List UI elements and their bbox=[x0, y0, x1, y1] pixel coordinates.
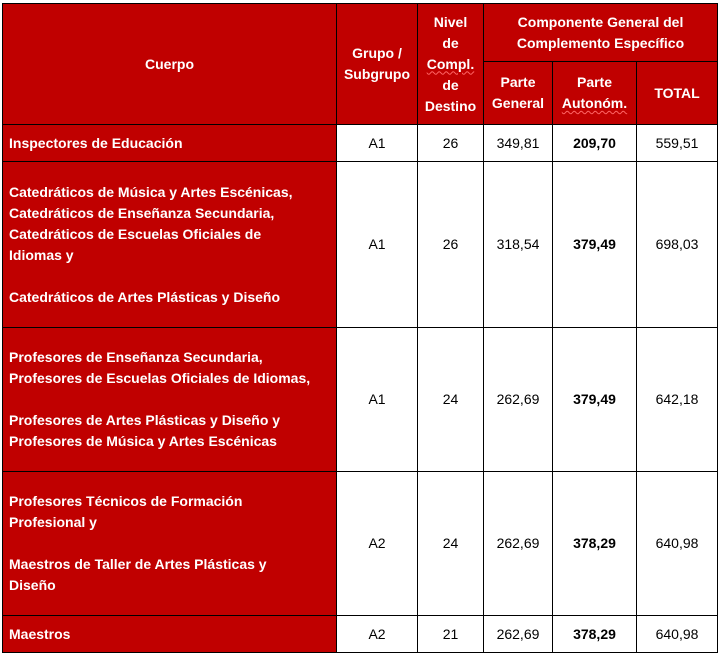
cuerpo-line: Maestros bbox=[9, 625, 71, 642]
cuerpo-line: Profesores Técnicos de Formación bbox=[9, 493, 243, 509]
header-parte-autonom bbox=[553, 62, 637, 125]
cuerpo-line: Catedráticos de Escuelas Oficiales de bbox=[9, 225, 262, 242]
cell-parte-autonom: 378,29 bbox=[553, 472, 637, 616]
header-grupo bbox=[337, 4, 418, 125]
cuerpo-line: Profesores de Música y Artes Escénicas bbox=[9, 433, 277, 449]
cuerpo-line: Maestros de Taller de Artes Plásticas y bbox=[9, 556, 267, 572]
cell-parte-general: 262,69 bbox=[484, 472, 553, 616]
cell-total: 642,18 bbox=[637, 328, 718, 472]
cell-cuerpo bbox=[3, 616, 337, 653]
header-nivel-line: Nivel bbox=[433, 13, 468, 30]
header-componente bbox=[484, 4, 718, 62]
cell-nivel: 26 bbox=[418, 125, 484, 162]
cell-total: 698,03 bbox=[637, 162, 718, 328]
cuerpo-line: Profesores de Artes Plásticas y Diseño y bbox=[9, 412, 281, 428]
cuerpo-line: Inspectores de Educación bbox=[9, 134, 183, 151]
header-nivel-line: de bbox=[442, 76, 459, 93]
cell-cuerpo bbox=[3, 162, 337, 328]
cell-parte-general: 349,81 bbox=[484, 125, 553, 162]
cell-nivel: 24 bbox=[418, 472, 484, 616]
cuerpo-spacer bbox=[9, 533, 330, 554]
cuerpo-line: Catedráticos de Artes Plásticas y Diseño bbox=[9, 288, 281, 305]
cell-cuerpo bbox=[3, 328, 337, 472]
cuerpo-line: Diseño bbox=[9, 577, 56, 593]
header-cuerpo bbox=[3, 4, 337, 125]
header-grupo-line: Grupo / bbox=[352, 45, 402, 61]
cell-parte-autonom: 379,49 bbox=[553, 328, 637, 472]
header-total-label: TOTAL bbox=[654, 84, 700, 101]
cuerpo-line: Idiomas y bbox=[9, 246, 74, 263]
cell-grupo: A2 bbox=[337, 472, 418, 616]
cell-parte-autonom: 209,70 bbox=[553, 125, 637, 162]
cuerpo-line: Profesores de Escuelas Oficiales de Idiomas, bbox=[9, 370, 311, 386]
header-parte-autonom-word: Autonóm. bbox=[561, 95, 628, 111]
cuerpo-line: Catedráticos de Enseñanza Secundaria, bbox=[9, 204, 275, 221]
cell-total: 640,98 bbox=[637, 472, 718, 616]
cell-total: 640,98 bbox=[637, 616, 718, 653]
cell-grupo: A2 bbox=[337, 616, 418, 653]
header-grupo-line: Subgrupo bbox=[343, 66, 411, 82]
table-row bbox=[3, 125, 718, 162]
cell-parte-general: 262,69 bbox=[484, 616, 553, 653]
header-parte-general-line: General bbox=[491, 95, 545, 111]
header-nivel-line: de bbox=[442, 34, 459, 51]
cell-grupo: A1 bbox=[337, 162, 418, 328]
cuerpo-spacer bbox=[9, 266, 330, 287]
header-componente-line: Complemento Específico bbox=[516, 34, 685, 51]
table-row bbox=[3, 162, 718, 328]
cuerpo-line: Catedráticos de Música y Artes Escénicas, bbox=[9, 183, 293, 200]
header-parte-autonom-line: Parte bbox=[576, 74, 613, 90]
header-nivel-compl: Compl. bbox=[426, 55, 475, 72]
cell-nivel: 26 bbox=[418, 162, 484, 328]
cell-cuerpo bbox=[3, 472, 337, 616]
table-row bbox=[3, 328, 718, 472]
header-cuerpo-label: Cuerpo bbox=[145, 55, 194, 72]
cuerpo-line: Profesional y bbox=[9, 514, 97, 530]
header-parte-general bbox=[484, 62, 553, 125]
cell-parte-general: 318,54 bbox=[484, 162, 553, 328]
table-row bbox=[3, 616, 718, 653]
cell-total: 559,51 bbox=[637, 125, 718, 162]
cuerpo-spacer bbox=[9, 389, 330, 410]
cell-nivel: 24 bbox=[418, 328, 484, 472]
header-componente-line: Componente General del bbox=[517, 13, 684, 30]
cell-parte-general: 262,69 bbox=[484, 328, 553, 472]
cuerpo-line: Profesores de Enseñanza Secundaria, bbox=[9, 349, 263, 365]
cell-nivel: 21 bbox=[418, 616, 484, 653]
cell-parte-autonom: 379,49 bbox=[553, 162, 637, 328]
cell-parte-autonom: 378,29 bbox=[553, 616, 637, 653]
cell-grupo: A1 bbox=[337, 125, 418, 162]
header-parte-autonom-line bbox=[559, 93, 630, 114]
header-nivel-line bbox=[424, 54, 477, 75]
cell-grupo: A1 bbox=[337, 328, 418, 472]
header-nivel bbox=[418, 4, 484, 125]
header-parte-general-line: Parte bbox=[500, 74, 536, 90]
salary-table bbox=[2, 3, 718, 653]
header-total bbox=[637, 62, 718, 125]
header-nivel-line: Destino bbox=[424, 97, 477, 114]
cell-cuerpo bbox=[3, 125, 337, 162]
table-row bbox=[3, 472, 718, 616]
